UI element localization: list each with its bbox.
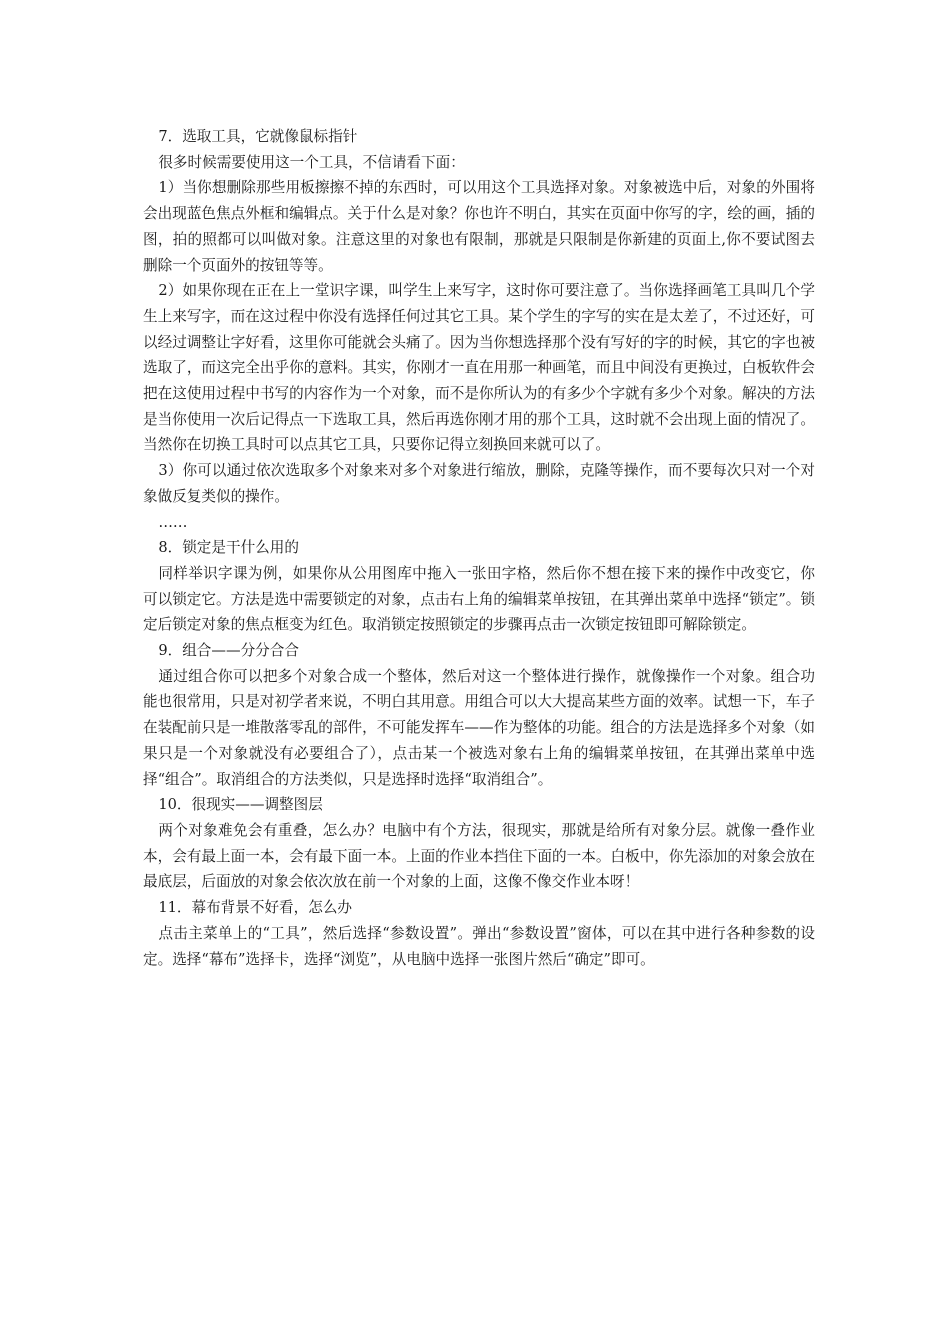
- section-heading-9: 9．组合——分分合合: [158, 642, 299, 660]
- body-paragraph: 两个对象难免会有重叠，怎么办？电脑中有个方法，很现实，那就是给所有对象分层。就像一叠作业本，会有最上面一本，会有最下面一本。上面的作业本挡住下面的一本。白板中，你先添加的对象会放在最底层，后面放的对象会依次放在前一个对象的上面，这像不像交作业本呀！: [143, 821, 815, 891]
- body-paragraph: 2）如果你现在正在上一堂识字课，叫学生上来写字，这时你可要注意了。当你选择画笔工具叫几个学生上来写字，而在这过程中你没有选择任何过其它工具。某个学生的字写的实在是太差了，不过还好，可以经过调整让字好看，这里你可能就会头痛了。因为当你想选择那个没有写好的字的时候，其它的字也被选取了，而这完全出乎你的意料。其实，你刚才一直在用那一种画笔，而且中间没有更换过，白板软件会把在这使用过程中书写的内容作为一个对象，而不是你所认为的有多少个字就有多少个对象。解决的方法是当你使用一次后记得点一下选取工具，然后再选你刚才用的那个工具，这时就不会出现上面的情况了。当然你在切换工具时可以点其它工具，只要你记得立刻换回来就可以了。: [143, 282, 815, 454]
- ellipsis-line: ……: [158, 513, 188, 531]
- document-page: [143, 124, 815, 972]
- section-heading-10: 10．很现实——调整图层: [158, 796, 323, 814]
- section-heading-11: 11．幕布背景不好看，怎么办: [158, 899, 353, 917]
- body-paragraph: 很多时候需要使用这一个工具，不信请看下面：: [158, 153, 465, 171]
- body-paragraph: 同样举识字课为例，如果你从公用图库中拖入一张田字格，然后你不想在接下来的操作中改变它，你可以锁定它。方法是选中需要锁定的对象，点击右上角的编辑菜单按钮，在其弹出菜单中选择“锁定”。锁定后锁定对象的焦点框变为红色。取消锁定按照锁定的步骤再点击一次锁定按钮即可解除锁定。: [143, 564, 815, 634]
- body-paragraph: 1）当你想删除那些用板擦擦不掉的东西时，可以用这个工具选择对象。对象被选中后，对象的外围将会出现蓝色焦点外框和编辑点。关于什么是对象？你也许不明白，其实在页面中你写的字，绘的画，插的图，拍的照都可以叫做对象。注意这里的对象也有限制，那就是只限制是你新建的页面上,你不要试图去删除一个页面外的按钮等等。: [143, 179, 815, 274]
- section-heading-7: 7．选取工具，它就像鼠标指针: [158, 128, 358, 145]
- section-heading-8: 8．锁定是干什么用的: [158, 539, 299, 557]
- body-paragraph: 通过组合你可以把多个对象合成一个整体，然后对这一个整体进行操作，就像操作一个对象。组合功能也很常用，只是对初学者来说，不明白其用意。用组合可以大大提高某些方面的效率。试想一下，车子在装配前只是一堆散落零乱的部件，不可能发挥车——作为整体的功能。组合的方法是选择多个对象（如果只是一个对象就没有必要组合了），点击某一个被选对象右上角的编辑菜单按钮，在其弹出菜单中选择“组合”。取消组合的方法类似，只是选择时选择“取消组合”。: [143, 667, 815, 788]
- body-paragraph: 3）你可以通过依次选取多个对象来对多个对象进行缩放，删除，克隆等操作，而不要每次只对一个对象做反复类似的操作。: [143, 462, 815, 505]
- body-paragraph: 点击主菜单上的“工具”，然后选择“参数设置”。弹出“参数设置”窗体，可以在其中进行各种参数的设定。选择“幕布”选择卡，选择“浏览”，从电脑中选择一张图片然后“确定”即可。: [143, 924, 815, 968]
